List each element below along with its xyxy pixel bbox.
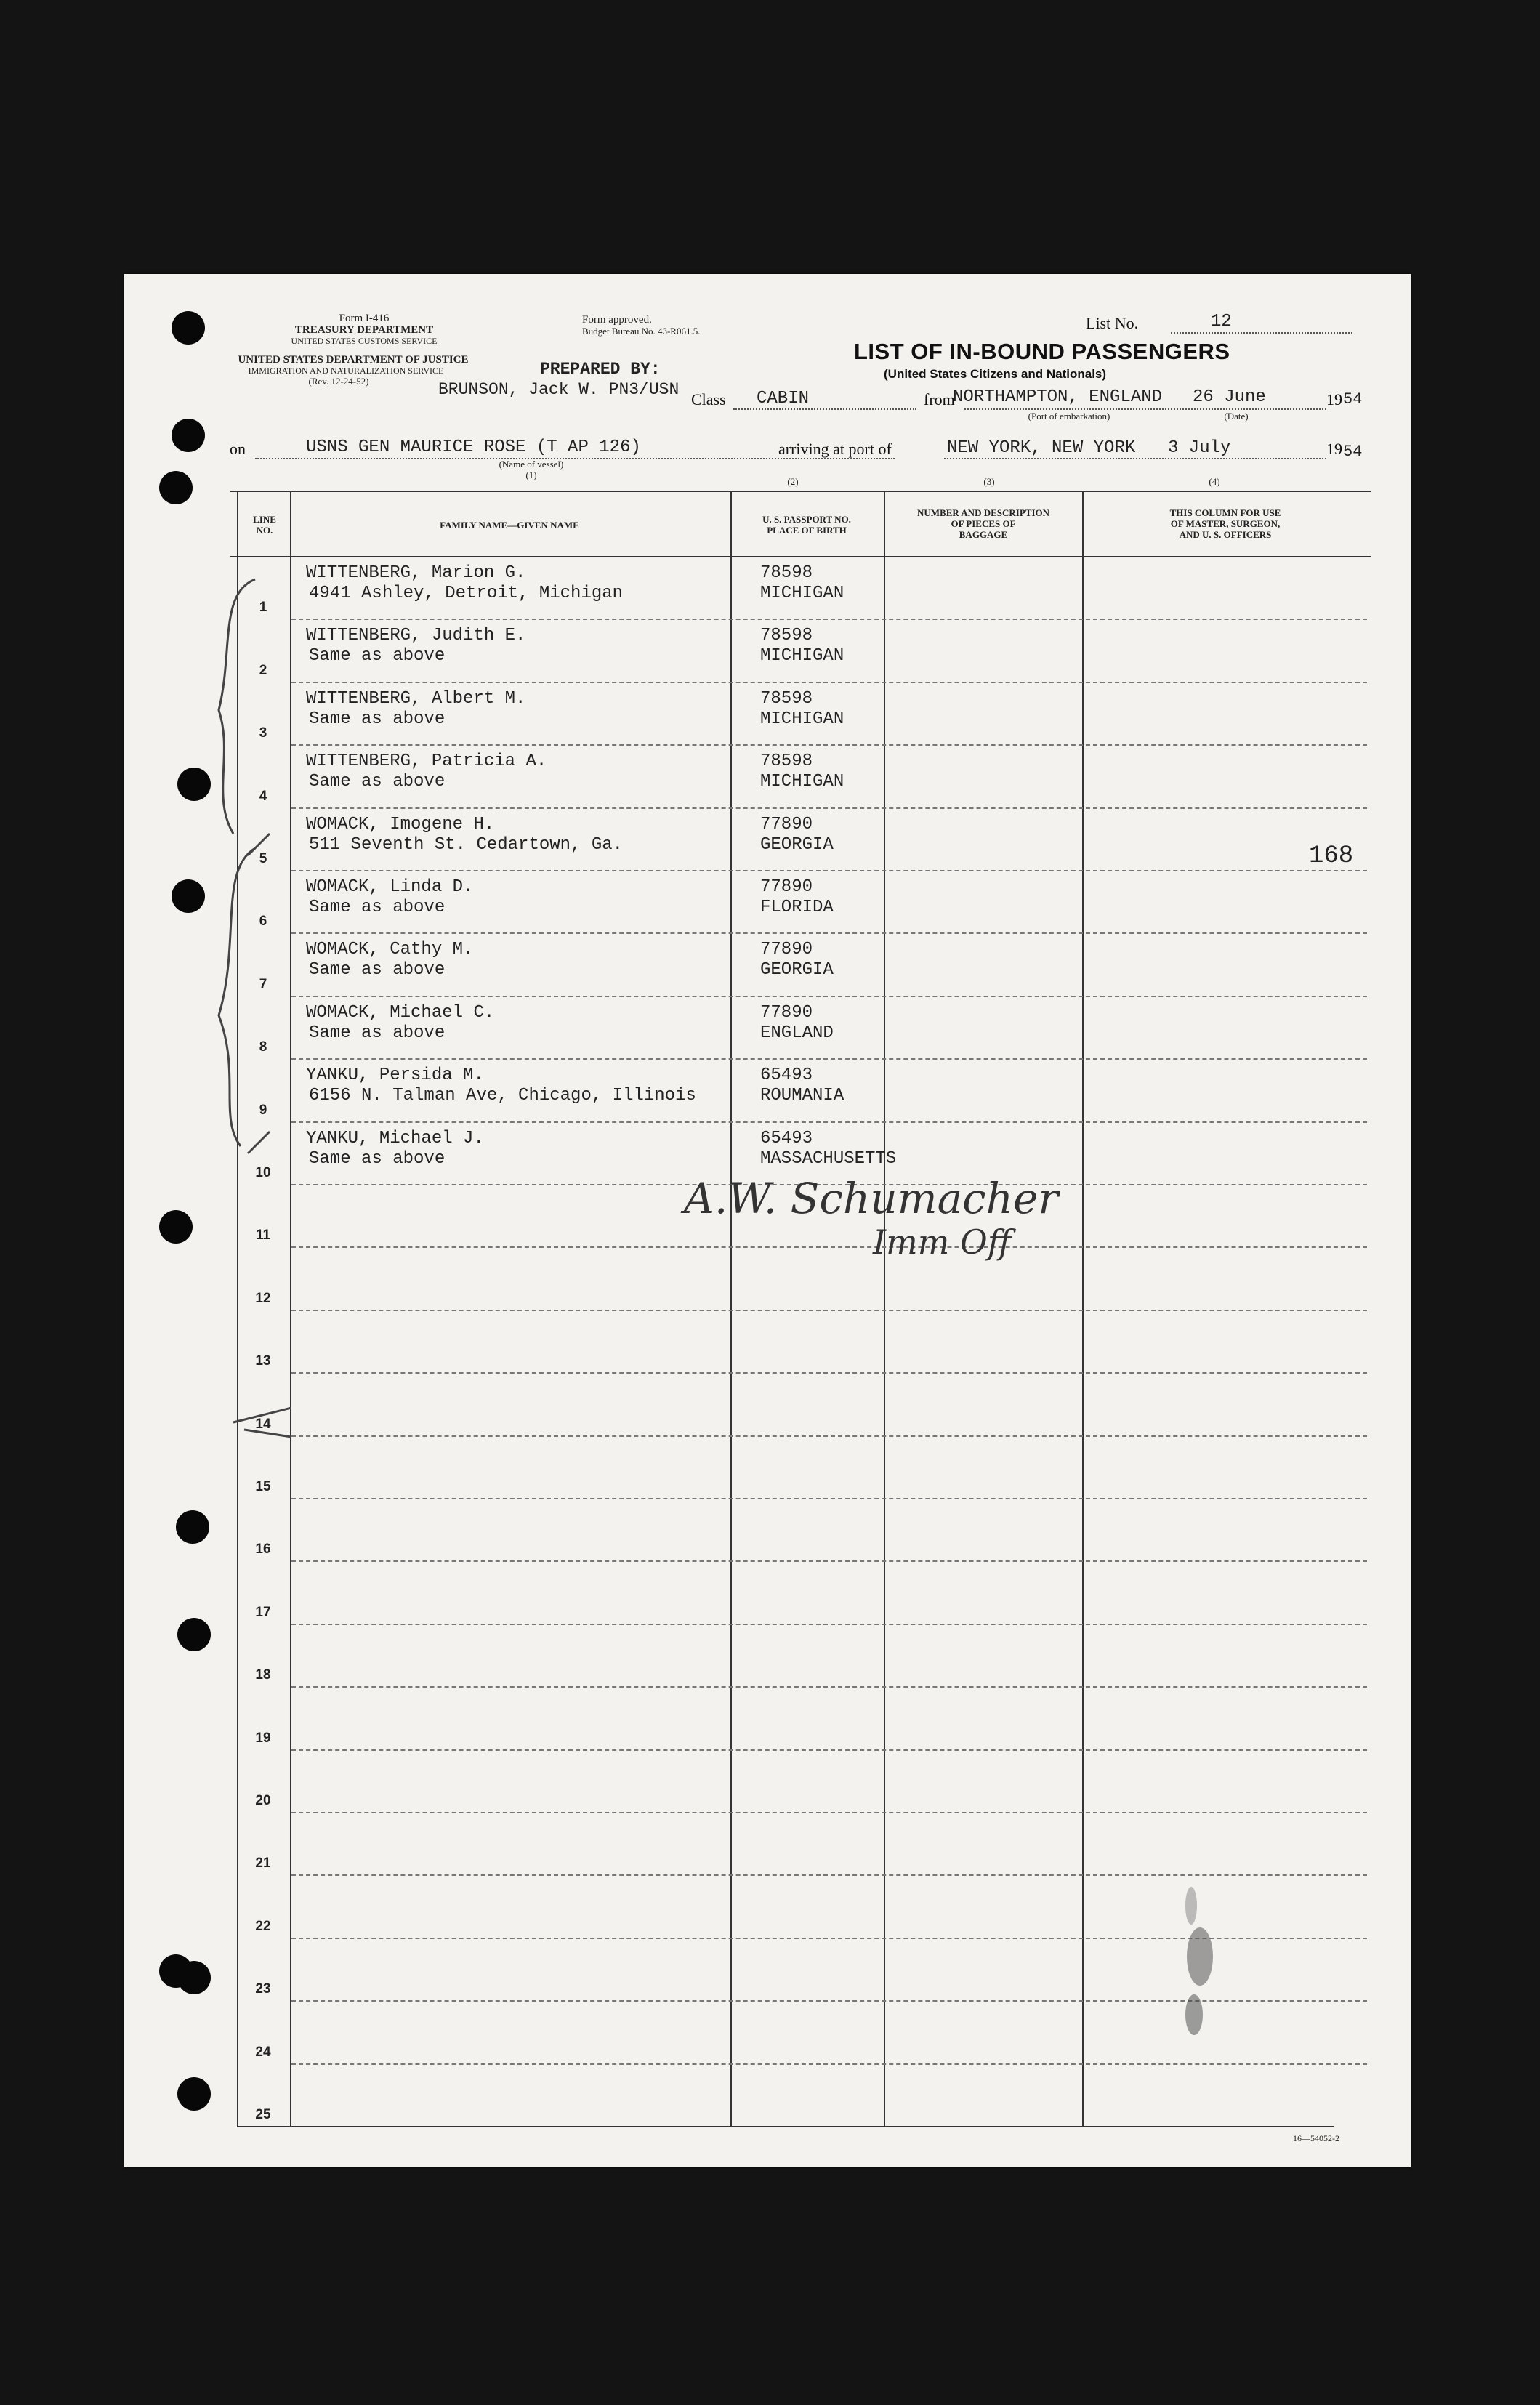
caption-3: (3) <box>983 476 995 487</box>
form-sheet <box>124 274 1411 2167</box>
margin-note: 168 <box>1309 842 1354 870</box>
line-number: 15 <box>255 1479 271 1494</box>
embarkation-date: 26 June <box>1193 387 1266 407</box>
line-number: 21 <box>255 1856 271 1872</box>
from-label: from <box>924 390 955 408</box>
binder-hole <box>172 879 205 913</box>
row-divider <box>291 1435 1367 1437</box>
line-number: 1 <box>259 600 267 616</box>
baggage-header-1: NUMBER AND DESCRIPTION <box>916 507 1050 518</box>
list-no-line <box>1171 332 1352 334</box>
ink-smudge <box>1156 1877 1243 2051</box>
passenger-address: Same as above <box>309 772 446 792</box>
passenger-name: WITTENBERG, Judith E. <box>306 626 526 646</box>
officer-signature: A.W. Schumacher <box>684 1174 1059 1223</box>
arriving-label: arriving at port of <box>778 440 892 458</box>
place-of-birth: FLORIDA <box>760 898 834 917</box>
binder-hole <box>177 768 211 801</box>
binder-hole <box>176 1510 209 1544</box>
class-label: Class <box>691 390 726 408</box>
passenger-name: WOMACK, Imogene H. <box>306 814 495 834</box>
form-approved: Form approved. <box>582 314 652 326</box>
passenger-name: WITTENBERG, Marion G. <box>306 563 526 583</box>
embark-line <box>964 408 1326 410</box>
passport-number: 65493 <box>760 1128 813 1148</box>
passenger-name: WOMACK, Michael C. <box>306 1002 495 1023</box>
binder-hole <box>177 1618 211 1651</box>
footer-code: 16—54052-2 <box>1293 2133 1339 2143</box>
officers-header-1: THIS COLUMN FOR USE <box>1169 507 1281 518</box>
vessel-name: USNS GEN MAURICE ROSE (T AP 126) <box>306 438 641 457</box>
passport-number: 78598 <box>760 752 813 772</box>
place-of-birth: ENGLAND <box>760 1023 834 1043</box>
line-number: 9 <box>259 1102 267 1118</box>
row-divider <box>291 932 1367 934</box>
customs-label: UNITED STATES CUSTOMS SERVICE <box>291 336 438 346</box>
arrival-date: 3 July <box>1168 438 1231 458</box>
ins-label: IMMIGRATION AND NATURALIZATION SERVICE <box>248 366 444 376</box>
prepared-by-label: PREPARED BY: <box>540 360 661 379</box>
passport-number: 77890 <box>760 877 813 897</box>
embark-year-suffix: 54 <box>1343 390 1363 408</box>
passenger-address: Same as above <box>309 1148 446 1169</box>
caption-4: (4) <box>1209 476 1220 487</box>
place-of-birth: MICHIGAN <box>760 584 844 603</box>
passenger-name: WITTENBERG, Albert M. <box>306 688 526 709</box>
place-of-birth: GEORGIA <box>760 834 834 855</box>
passenger-address: Same as above <box>309 646 446 666</box>
vessel-caption: (Name of vessel) <box>499 459 564 470</box>
line-number: 18 <box>255 1667 271 1683</box>
place-of-birth: ROUMANIA <box>760 1086 844 1106</box>
binder-hole <box>159 1210 193 1244</box>
row-divider <box>291 870 1367 871</box>
binder-hole <box>172 419 205 452</box>
line-number: 14 <box>255 1416 271 1432</box>
line-number: 24 <box>255 2044 271 2060</box>
class-line <box>733 408 916 410</box>
passport-header-1: U. S. PASSPORT NO. <box>762 514 851 525</box>
officer-title-handwritten: Imm Off <box>873 1222 1012 1262</box>
passenger-address: 6156 N. Talman Ave, Chicago, Illinois <box>309 1086 696 1106</box>
line-number: 7 <box>259 976 267 992</box>
name-header: FAMILY NAME—GIVEN NAME <box>440 520 579 531</box>
passport-number: 77890 <box>760 940 813 960</box>
class-value: CABIN <box>757 389 810 408</box>
preparer-name: BRUNSON, Jack W. PN3/USN <box>438 380 680 399</box>
passport-header-2: PLACE OF BIRTH <box>767 525 847 536</box>
row-divider <box>291 1749 1367 1751</box>
line-number: 6 <box>259 914 267 930</box>
passport-number: 65493 <box>760 1065 813 1086</box>
line-number: 3 <box>259 725 267 741</box>
passenger-address: Same as above <box>309 898 446 917</box>
budget-bureau: Budget Bureau No. 43-R061.5. <box>582 326 701 337</box>
passport-number: 78598 <box>760 688 813 709</box>
passport-number: 77890 <box>760 814 813 834</box>
passenger-address: 4941 Ashley, Detroit, Michigan <box>309 584 624 603</box>
justice-label: UNITED STATES DEPARTMENT OF JUSTICE <box>238 354 469 366</box>
officers-header-2: OF MASTER, SURGEON, <box>1170 518 1281 529</box>
arrival-year-prefix: 19 <box>1326 440 1342 458</box>
place-of-birth: MICHIGAN <box>760 646 844 666</box>
binder-hole <box>159 471 193 504</box>
passenger-name: YANKU, Michael J. <box>306 1128 484 1148</box>
list-no-value: 12 <box>1211 312 1232 331</box>
passenger-name: WOMACK, Cathy M. <box>306 940 474 960</box>
line-number: 11 <box>255 1228 271 1244</box>
binder-hole <box>177 2077 211 2111</box>
line-number: 20 <box>255 1793 271 1808</box>
line-number: 4 <box>259 788 267 804</box>
date-caption: (Date) <box>1224 411 1249 422</box>
row-divider <box>291 1310 1367 1311</box>
line-number: 10 <box>255 1165 271 1180</box>
row-divider <box>291 1121 1367 1123</box>
line-number: 5 <box>259 851 267 866</box>
arrival-line <box>944 458 1326 459</box>
row-divider <box>291 1372 1367 1374</box>
treasury-label: TREASURY DEPARTMENT <box>294 324 434 336</box>
row-divider <box>291 744 1367 746</box>
caption-1: (1) <box>525 470 537 480</box>
place-of-birth: MICHIGAN <box>760 709 844 729</box>
line-number: 16 <box>255 1542 271 1558</box>
line-number: 13 <box>255 1353 271 1369</box>
line-number: 8 <box>259 1039 267 1055</box>
passenger-address: 511 Seventh St. Cedartown, Ga. <box>309 834 624 855</box>
list-no-label: List No. <box>1086 314 1139 332</box>
row-divider <box>291 1498 1367 1499</box>
line-number: 2 <box>259 662 267 678</box>
on-label: on <box>230 440 246 458</box>
form-title: LIST OF IN-BOUND PASSENGERS <box>854 339 1230 364</box>
line-number: 23 <box>255 1981 271 1997</box>
form-subtitle: (United States Citizens and Nationals) <box>884 367 1107 381</box>
embark-year-prefix: 19 <box>1326 390 1342 408</box>
place-of-birth: MASSACHUSETTS <box>760 1148 897 1169</box>
row-divider <box>291 1686 1367 1688</box>
form-number: Form I-416 <box>339 313 390 324</box>
row-divider <box>291 1812 1367 1813</box>
table-top-border <box>230 491 1371 492</box>
row-divider <box>291 1058 1367 1060</box>
row-divider <box>291 2063 1367 2065</box>
line-number: 22 <box>255 1918 271 1934</box>
row-divider <box>291 807 1367 809</box>
row-divider <box>291 682 1367 683</box>
line-number: 17 <box>255 1604 271 1620</box>
row-divider <box>291 1624 1367 1625</box>
officers-header-3: AND U. S. OFFICERS <box>1179 529 1272 540</box>
passenger-address: Same as above <box>309 1023 446 1043</box>
line-header-1: LINE <box>253 514 276 525</box>
passenger-address: Same as above <box>309 709 446 729</box>
row-divider <box>291 619 1367 620</box>
line-number: 19 <box>255 1730 271 1746</box>
line-number: 12 <box>255 1290 271 1306</box>
baggage-header-2: OF PIECES OF <box>951 518 1016 529</box>
passenger-name: WOMACK, Linda D. <box>306 877 474 897</box>
passenger-name: WITTENBERG, Patricia A. <box>306 752 547 772</box>
family-bracket-marks <box>190 565 291 1473</box>
row-divider <box>291 1246 1367 1248</box>
arrival-year-suffix: 54 <box>1343 443 1363 461</box>
row-divider <box>291 996 1367 997</box>
place-of-birth: GEORGIA <box>760 960 834 980</box>
baggage-header-3: BAGGAGE <box>959 529 1008 540</box>
passenger-address: Same as above <box>309 960 446 980</box>
table-bottom-border <box>237 2126 1334 2127</box>
port-caption: (Port of embarkation) <box>1028 411 1110 422</box>
passport-number: 77890 <box>760 1002 813 1023</box>
line-header-2: NO. <box>256 525 273 536</box>
caption-2: (2) <box>787 476 799 487</box>
row-divider <box>291 1560 1367 1562</box>
passenger-name: YANKU, Persida M. <box>306 1065 484 1086</box>
binder-hole <box>177 1961 211 1994</box>
arrival-port: NEW YORK, NEW YORK <box>947 438 1136 458</box>
place-of-birth: MICHIGAN <box>760 772 844 792</box>
revision-label: (Rev. 12-24-52) <box>308 376 369 387</box>
binder-hole <box>172 311 205 345</box>
passport-number: 78598 <box>760 563 813 583</box>
passport-number: 78598 <box>760 626 813 646</box>
port-of-embarkation: NORTHAMPTON, ENGLAND <box>953 387 1163 407</box>
line-number: 25 <box>255 2107 271 2122</box>
table-header-border <box>230 556 1371 557</box>
